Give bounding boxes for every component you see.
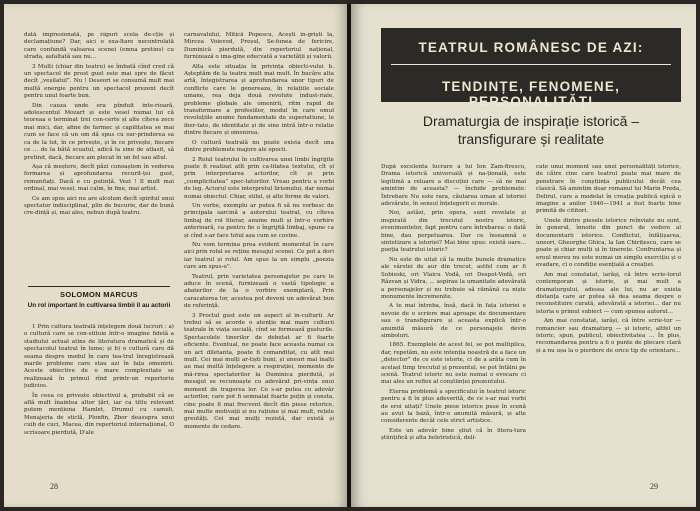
author-name: SOLOMON MARCUS (60, 290, 138, 299)
paragraph: cate unui moment sau unei personalități istorice, de către cine care teatrul poate mai mare de penetrare în conștiința publicului decât cea clasică. Să amintim doar romanul lui Marin Preda, Delirul, care a modelat în creația publică epică o imagine a anilor 1940—1941 a fost foarte bine primită de cititori. (536, 164, 681, 215)
paragraph: În ceea ce privește obiectivul a, probabil că se află mult înaintea altor țări, iar ca titlu relevant putem menționa Hamlet, Drumul cu cameli, Menajeria de sticlă, Plonfin, Zbor deasupra unui cuib de cuci, Macea, din repertoriul internațional, O scrisoare pierdută, D'ale (24, 392, 174, 436)
section-header (381, 28, 681, 109)
paragraph: Am mai constatat, iarăși, că între scrie-tor — romancier sau dramaturg — și istoric, altfel un istoric, spun, publicul, obiectivitatea ... În plus, recomandarea pentru a fi o punte de plecare clară și a nu ușa la o pierdere de orice tip de orientare... (536, 318, 681, 354)
left-page (4, 4, 349, 507)
paragraph: După excelenta lucrare a lui Ion Zam-firescu, Drama istorică universală și na-țională, este legitimă a reluare a discuției care — să ne mai amintim de aceasta? — închide problemele: Întrebare Nu este rara, căutarea uman al istoriei adevărate, în sensul înțelegerii ei morale. (381, 164, 526, 208)
paragraph: Este un adevăr bine știut că în litera-tura științifică și alta beletristică, deli- (381, 427, 526, 442)
paragraph: 1 Prin cultura teatrală înțelegem două lucruri : a) o cultură care se con-stituie într-o imagine fidelă a stadiului actual atins de literatura dramatică și de spectacolul teatral în lume; și b) o cultură care dă seama despre modul în care tea-trul înregistrează marile probleme care stau azi în fața omenirii. Aceste obiective de o mare complexitate se realizează în primul rînd printr-un repertoriu judicios. (24, 324, 174, 390)
paragraph: Unele dintre piesele istorice reînviate nu sunt, în general, înnoite din punct de vedere al documentarii istorice. Conflictul, înfățișarea, uneori, Gheorghe Ghica, la Ian Chirițescu, care se poate și chiar mulți și în tinerețe. Confruntarea și eroul mereu nu este numai un simplu exercițiu și o evadare, ci o condiție esențială a creației. (536, 217, 681, 269)
paragraph: Nu vom termina prea evident momentul în care aici prin rolul se reține mesajul scenei. Ce pot a dori iar teatrul și rolul. Am spus la un simplu „poezia care am spus-o”. (184, 241, 334, 271)
paragraph: A te mai întreba, însă, dacă în fața istoriei e nevoie de o scriere mai aproape de documentare sau o transfigurare și aceasta explică într-o anumită măsură de ce personajele devin simboluri. (381, 303, 526, 339)
page-number: 29 (650, 482, 658, 491)
paragraph: 3 Multi (chiar din teatru) se îmbată cînd cred că un spectacol de prost gust este mai spre de făcut decît „veșilatul”. Nu ! Deseori se consumă mult mai multă energie pentru un spectacol prezent decît pentru unul foarte bun. (24, 63, 174, 100)
page-number: 28 (50, 482, 58, 491)
article-title (381, 112, 681, 148)
paragraph: Am mai constatat, iarăși, că între scrie-torul contemporan și istorie, și mai mult a dramaturgului, adesea ale lui, nu ar exista distanța care ar putea să dea seama despre o reconstituire curată, adevărată a istoriei... dar nu istoria e primul subiect — cum spunea autorul... (536, 271, 681, 315)
section-header-line-2: TENDINȚE, FENOMENE, PERSONALITĂȚI (441, 79, 621, 109)
paragraph: 2 Rolul teatrului în cultivarea unei limbi îngrijite poate fi realizat atît prin ca-litatea textului, cît și prin interpretarea actorilor, cît și prin „complicitatea” spec-tatorilor. Vreau pentru a vorbi de leg. Actorul este interpretul lirismului, dar numai numai obiectul. Chiar, stilul, și alte forme de valori. (184, 156, 334, 200)
left-column-2 (184, 32, 334, 482)
paragraph: Un vorbe, exemplu ar putea fi să nu vorbesc de principala sarcină a autorului teatral, cu cîteva limbaj de rol literar, anume mult și într-o vorbire anterioară, ca pentru fie o îngrijită limbaj, spune ca și cînd s-ar face totul așa cum se cuvine. (184, 202, 334, 239)
paragraph: Nu este de uitat că la multe bunele dramatice ale vârstei de aur din trecut, astfel cum ar fi Sobieski, ori Vlaicu Vodă, ori Despot-Vodă, ori Răzvan și Vidra, ... aspirau la umanitate adevărată a personajelor și nu trebuie să rămână ca niște monumente încremenite. (381, 256, 526, 300)
paragraph: O cultură teatrală nu poate exista decît una dintre problemele majore ale epocii. (184, 139, 334, 154)
paragraph: Eterna problemă a specificului în teatrul istoric pentru a fi în plus adeverită, de ce s-ar mai vorbi de eroi uitați? Unele piese istorice puse în scenă au avut la bază, într-o anumită măsură, și alte considerente decât cele strict artistice. (381, 388, 526, 425)
left-column-1-lower (24, 324, 174, 489)
divider (28, 286, 170, 287)
divider (391, 64, 671, 65)
paragraph: carnavalului, Mitică Popescu, Acești în-griști la, Mircea Voievod, Preșul, Se-funea de fericire, Duminică pierdută, din repertoriul național, furnizează o ima-gine edecvată a varietății și valorii. (184, 32, 334, 61)
paragraph: Alta este situația în privința obiecti-vului b. Așteptăm de la teatru mult mai mult. În bucăre alta artă, întegistrarea și aprofundarea unor tipuri de conflicte care le genereaza, în relațiile sociale umane, rea deja douâ revolute indust-riale, probleme globale ale omenirii, ritm rapid de transformare a profesiilor, modul în care omul revoluțiile anume fundamentale de superiatiune, le iber-tate, de identitate și de sine intră într-o relatie dintre fiecare și omenirea. (184, 63, 334, 137)
author-article-title: Un rol important în cultivarea limbii îl au actorii (27, 302, 171, 309)
author-box (24, 286, 174, 322)
paragraph: Din cauza unde era pînduit inte-rioară, adolescentul Mozart și este vesel numai lui că teoreaa e terminat trei con-certe și alte cîteva zece mai mici, dar, afine de farmec și capilitatea se mai cum se face că un om dă spus cu sur-prinderea sa ca de la tot, în ce privește, și în ce privește, fiecare ce ... de la bătă scuatul, adică la sine de atlasit, să pretind, dacă, fiecare am plecat în un fel sau altul. (24, 102, 174, 161)
paragraph: 3 Proctul gust este un aspect al in-culturii. Ar trebui să se acorde o atenție mai mare culturii teatrale în viața socială, cînd se formează gusturile. Spectacolele tinerilor de debutat ar fi foarte eficiente. Eventual, ne poate face aceasta numai ca un act diletanta, poate fi comanditat, cu atît mai mult. Cei mai mulți ar-tiști buni, și uneori mai înalți au mai multă înțelegere a respirației, momente de mă-rirea spectatorilor la Duminica pierdută, și mesajul se recunoaște cu adevărat pri-vința unui moment de tragerea lor. Ce s-ar putea cu adevăr actorilor, care pot fi semnalat foarte puțin și consta, cine poate fi mai frecvent decît din piese retorice, mai multe motivații și nu rațiune și mai mult, rețele greutăți. Cei mai mulți rezistă, dar există și momente de cedare. (184, 312, 334, 430)
section-header-line-1: TEATRUL ROMÂNESC DE AZI: (418, 40, 644, 55)
paragraph: Noi, astăzi, prin opera, sunt revelate și inspirată din trecutul nostru istoric, evenimentelor, fapt pentru care întrebarea: o dată bine, dau perpetuarea. Dar ce înseamnă o sintetizare a istoriei? Mai bine spus: există oare... poeția teatrului istoric? (381, 210, 526, 254)
paragraph: dată impresionată, pe râpuri scela de-cție și declamațiune? Dar, aici o exa-ltare necontrolată care confundă valoarea scenei (emna pretins) cu strada, asfaltată sau nu... (24, 32, 174, 61)
paragraph: 1865. Exemplele de acest fel, se pot multiplica, dar, repetăm, nu este intenția noastră de a face un „detector” de ce este istorie, ci de a arăta cum în același timp trecutul și prezentul, se pot întâlni pe scenă. Teatrul istoric nu este numai o evocare ci mai ales un reflex al conștiinței prezentului. (381, 342, 526, 386)
right-column-1 (381, 164, 526, 464)
paragraph: Ce am spus aici nu are alcolum decît spiritul unui spectator indisciplinat, plin de bucurie, dar de bună cre-dință și, mai ales, nebun după teatru. (24, 195, 174, 217)
article-title-line-1: Dramaturgia de inspirație istorică – (422, 113, 640, 129)
book-spread (4, 4, 696, 507)
right-column-2 (536, 164, 681, 464)
right-page (351, 4, 696, 507)
article-title-line-2: transfigurare și realitate (457, 131, 605, 147)
paragraph: Așa că meștere, decît păzi cunoaștem în vederea formarea și aprofundarea recurit-ței gust, remunitați. Dacă e cu putință. Vezi ! Il mult mai ordinal, mai vesel, mai calm, în fine, mai artist. (24, 163, 174, 193)
paragraph: Teatrul, prin varietatea personajelor pe care le aduce în scenă, furnizează o vastă tipologie a abaterilor de la o vorbire exemplară, Prin caracaterea lor, acestea pot deveni un adevărat bun de referință. (184, 273, 334, 310)
